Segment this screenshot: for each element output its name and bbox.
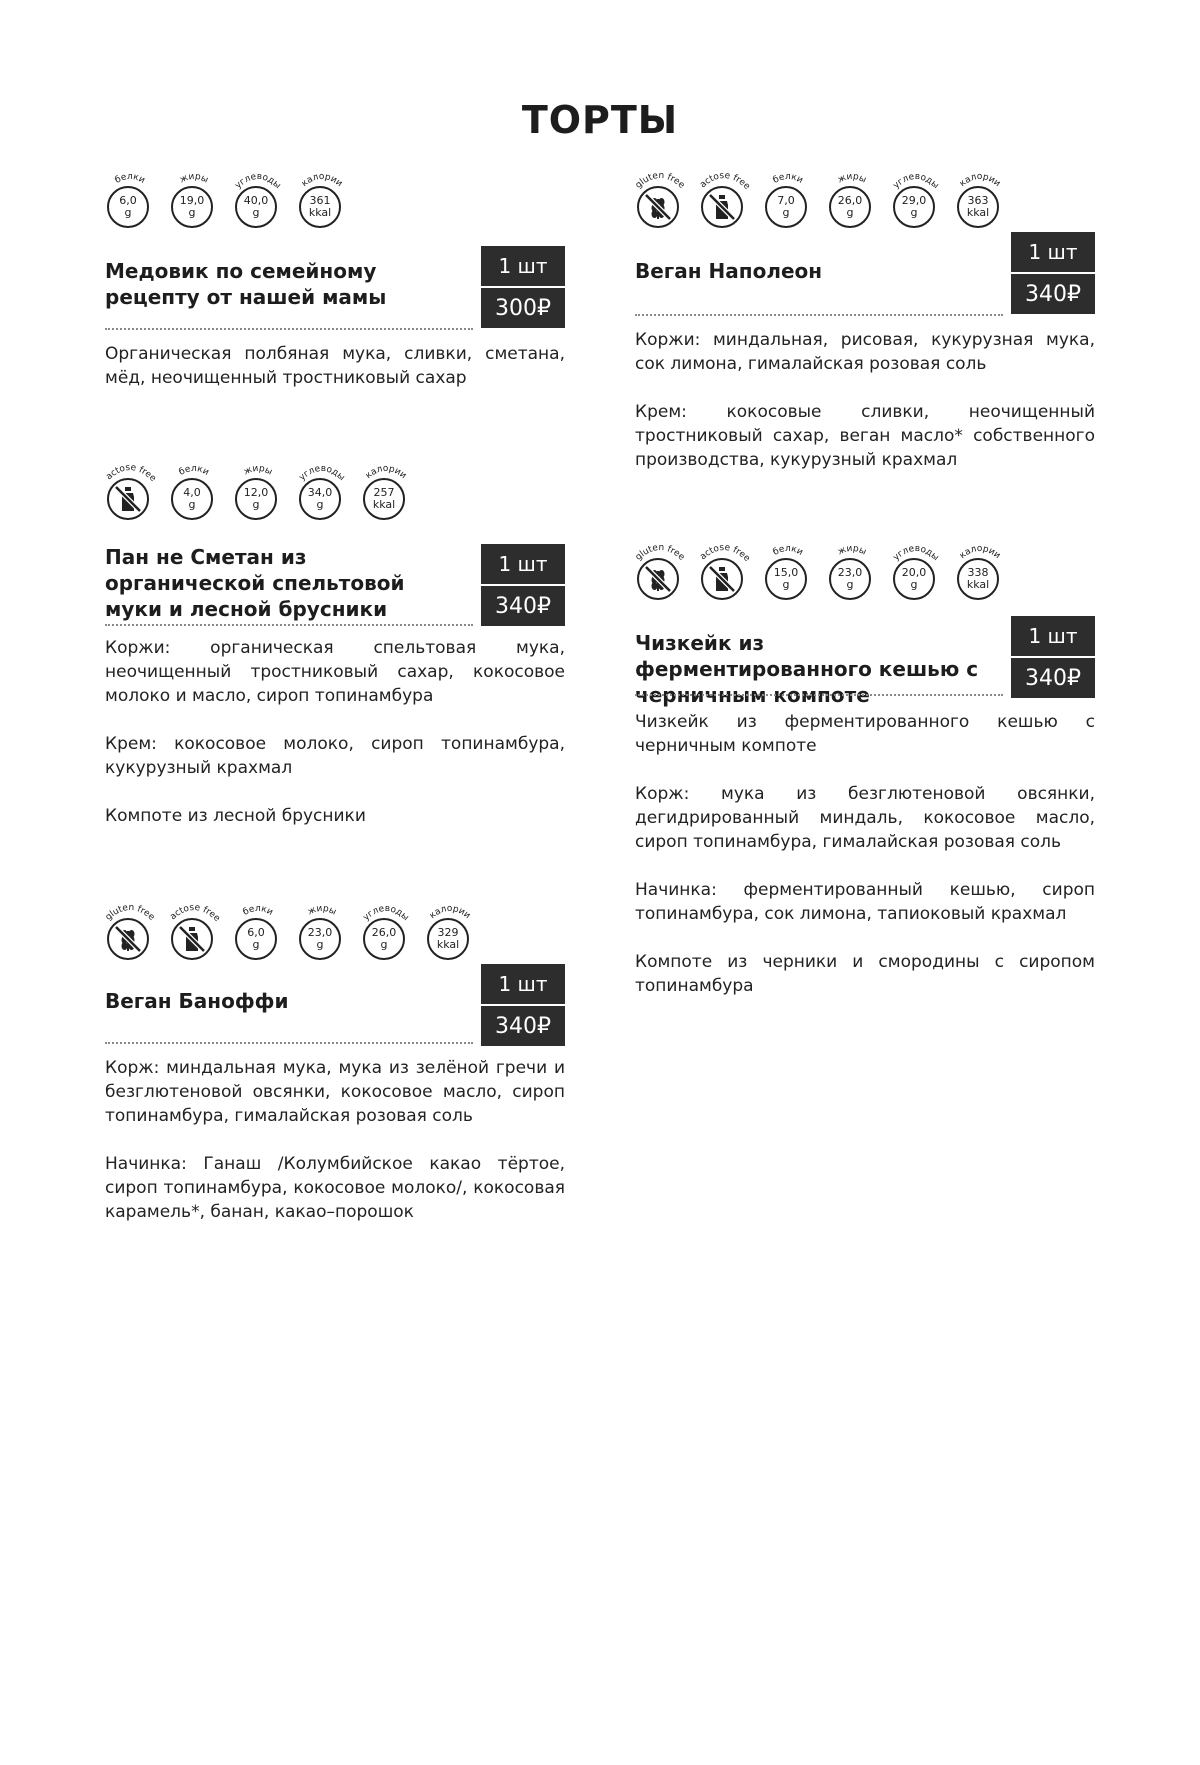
protein-value: 6,0: [119, 194, 137, 207]
svg-text:калории: калории: [363, 463, 409, 482]
nutrition-badges: [103, 893, 565, 968]
price-box: [481, 246, 565, 328]
svg-text:углеводы: углеводы: [233, 171, 283, 192]
dish-name: Пан не Сметан из органической спельтовой муки и лесной брусники: [105, 545, 405, 621]
svg-text:жиры: жиры: [836, 543, 868, 558]
protein-badge: белки 4,0 g: [169, 460, 219, 528]
svg-text:калории: калории: [957, 171, 1003, 190]
page-title: ТОРТЫ: [521, 98, 679, 142]
nutrition-badges: [633, 161, 1095, 236]
qty-label: 1 шт: [1011, 232, 1095, 272]
qty-label: 1 шт: [481, 246, 565, 286]
fat-badge: жиры 26,0 g: [827, 168, 877, 236]
menu-item-vegan-napoleon: [633, 161, 1095, 488]
calories-badge: калории 363 kkal: [955, 168, 1005, 236]
fat-badge: жиры 19,0 g: [169, 168, 219, 236]
qty-label: 1 шт: [481, 964, 565, 1004]
svg-text:углеводы: углеводы: [361, 903, 411, 924]
menu-item-pan-ne-smetan: [103, 453, 565, 830]
price-box: [1011, 616, 1095, 698]
qty-label: 1 шт: [1011, 616, 1095, 656]
svg-text:калории: калории: [427, 903, 473, 922]
dish-description: Коржи: органическая спельтовая мука, неочищенный тростниковый сахар, кокосовое молоко и масло, сироп топинамбура Крем: кокосовое молоко, сироп топинамбура, кукурузный крахмал Компоте из лесной брусники: [105, 638, 565, 826]
protein-value: 7,0: [777, 194, 795, 207]
carbs-badge: углеводы 29,0 g: [891, 168, 941, 236]
dotted-leader: [105, 328, 473, 330]
gluten-free-badge: [105, 900, 155, 968]
svg-text:lactose free: lactose free: [103, 453, 158, 485]
fat-value: 26,0: [837, 194, 863, 207]
svg-text:белки: белки: [113, 171, 147, 186]
wheat-crossed-icon: [642, 563, 674, 595]
svg-text:lactose free: lactose free: [167, 893, 222, 925]
menu-item-vegan-banoffee: [103, 893, 565, 1230]
svg-text:жиры: жиры: [836, 171, 868, 186]
milk-bottle-crossed-icon: [176, 923, 208, 955]
fat-value: 23,0: [837, 566, 863, 579]
price-label: 300₽: [481, 288, 565, 328]
dotted-leader: [635, 694, 1003, 696]
menu-item-cheesecake: [633, 533, 1095, 1010]
price-box: [481, 964, 565, 1046]
milk-bottle-crossed-icon: [706, 563, 738, 595]
carbs-value: 20,0: [901, 566, 927, 579]
calories-value: 338: [967, 566, 989, 579]
calories-badge: калории 338 kkal: [955, 540, 1005, 608]
fat-badge: жиры 23,0 g: [827, 540, 877, 608]
fat-badge: жиры 12,0 g: [233, 460, 283, 528]
dish-name: Чизкейк из ферментированного кешью с черничным компоте: [635, 631, 979, 707]
dotted-leader: [635, 314, 1003, 316]
dish-description: Чизкейк из ферментированного кешью с черничным компоте Корж: мука из безглютеновой овсянки, дегидрированный миндаль, кокосовое масло, сироп топинамбура, гималайская розовая соль Начинка: ферментированный кешью, сироп топинамбура, сок лимона, тапиоковый крахмал Компоте из черники и смородины с сиропом топинамбура: [635, 712, 1095, 996]
svg-text:углеводы: углеводы: [891, 543, 941, 564]
fat-value: 19,0: [179, 194, 205, 207]
protein-badge: белки 7,0 g: [763, 168, 813, 236]
carbs-badge: углеводы 34,0 g: [297, 460, 347, 528]
calories-badge: калории 361 kkal: [297, 168, 347, 236]
price-label: 340₽: [481, 586, 565, 626]
svg-text:углеводы: углеводы: [297, 463, 347, 484]
svg-text:белки: белки: [177, 463, 211, 478]
svg-text:белки: белки: [771, 171, 805, 186]
svg-text:жиры: жиры: [306, 903, 338, 918]
carbs-value: 40,0: [243, 194, 269, 207]
gluten-free-badge: [635, 168, 685, 236]
wheat-crossed-icon: [112, 923, 144, 955]
lactose-free-badge: [697, 161, 752, 236]
carbs-badge: углеводы 26,0 g: [361, 900, 411, 968]
carbs-value: 34,0: [307, 486, 333, 499]
price-label: 340₽: [481, 1006, 565, 1046]
protein-value: 6,0: [247, 926, 265, 939]
svg-text:жиры: жиры: [178, 171, 210, 186]
qty-label: 1 шт: [481, 544, 565, 584]
dish-name: Медовик по семейному рецепту от нашей мамы: [105, 259, 387, 309]
calories-value: 257: [373, 486, 395, 499]
price-box: [1011, 232, 1095, 314]
svg-text:углеводы: углеводы: [891, 171, 941, 192]
price-label: 340₽: [1011, 658, 1095, 698]
dish-name: Веган Баноффи: [105, 989, 289, 1013]
milk-bottle-crossed-icon: [706, 191, 738, 223]
lactose-free-badge: [167, 893, 222, 968]
svg-text:gluten free: gluten free: [633, 170, 687, 191]
svg-text:gluten free: gluten free: [103, 902, 157, 923]
gluten-free-badge: [635, 540, 685, 608]
lactose-free-badge: [103, 453, 158, 528]
protein-badge: белки 15,0 g: [763, 540, 813, 608]
svg-text:белки: белки: [771, 543, 805, 558]
dotted-leader: [105, 624, 473, 626]
svg-text:калории: калории: [299, 171, 345, 190]
protein-badge: белки 6,0 g: [233, 900, 283, 968]
wheat-crossed-icon: [642, 191, 674, 223]
price-label: 340₽: [1011, 274, 1095, 314]
nutrition-badges: [103, 453, 565, 528]
calories-value: 363: [967, 194, 989, 207]
dotted-leader: [105, 1042, 473, 1044]
lactose-free-badge: [697, 533, 752, 608]
dish-description: Корж: миндальная мука, мука из зелёной гречи и безглютеновой овсянки, кокосовое масло, сироп топинамбура, гималайская розовая соль Начинка: Ганаш /Колумбийское какао тёртое, сироп топинамбура, кокосовое молоко/, кокосовая карамель*, банан, какао–порошок: [105, 1058, 565, 1222]
svg-text:калории: калории: [957, 543, 1003, 562]
svg-text:жиры: жиры: [242, 463, 274, 478]
carbs-value: 26,0: [371, 926, 397, 939]
svg-text:gluten free: gluten free: [633, 542, 687, 563]
price-box: [481, 544, 565, 626]
dish-name: Веган Наполеон: [635, 259, 823, 283]
svg-text:lactose free: lactose free: [697, 533, 752, 565]
fat-badge: жиры 23,0 g: [297, 900, 347, 968]
dish-description: Коржи: миндальная, рисовая, кукурузная мука, сок лимона, гималайская розовая соль Крем: кокосовые сливки, неочищенный тростниковый сахар, веган масло* собственного производства, кукурузный крахмал: [635, 330, 1095, 470]
milk-bottle-crossed-icon: [112, 483, 144, 515]
carbs-badge: углеводы 20,0 g: [891, 540, 941, 608]
menu-item-medovik: [105, 168, 565, 398]
carbs-value: 29,0: [901, 194, 927, 207]
calories-badge: калории 257 kkal: [361, 460, 411, 528]
svg-text:белки: белки: [241, 903, 275, 918]
dish-description: Органическая полбяная мука, сливки, сметана, мёд, неочищенный тростниковый сахар: [105, 344, 565, 388]
calories-value: 361: [309, 194, 331, 207]
fat-value: 23,0: [307, 926, 333, 939]
nutrition-badges: [633, 533, 1095, 608]
nutrition-badges: [105, 168, 565, 236]
calories-badge: калории 329 kkal: [425, 900, 475, 968]
protein-badge: белки 6,0 g: [105, 168, 155, 236]
fat-value: 12,0: [243, 486, 269, 499]
protein-value: 15,0: [773, 566, 799, 579]
carbs-badge: углеводы 40,0 g: [233, 168, 283, 236]
calories-value: 329: [437, 926, 459, 939]
svg-text:lactose free: lactose free: [697, 161, 752, 193]
protein-value: 4,0: [183, 486, 201, 499]
